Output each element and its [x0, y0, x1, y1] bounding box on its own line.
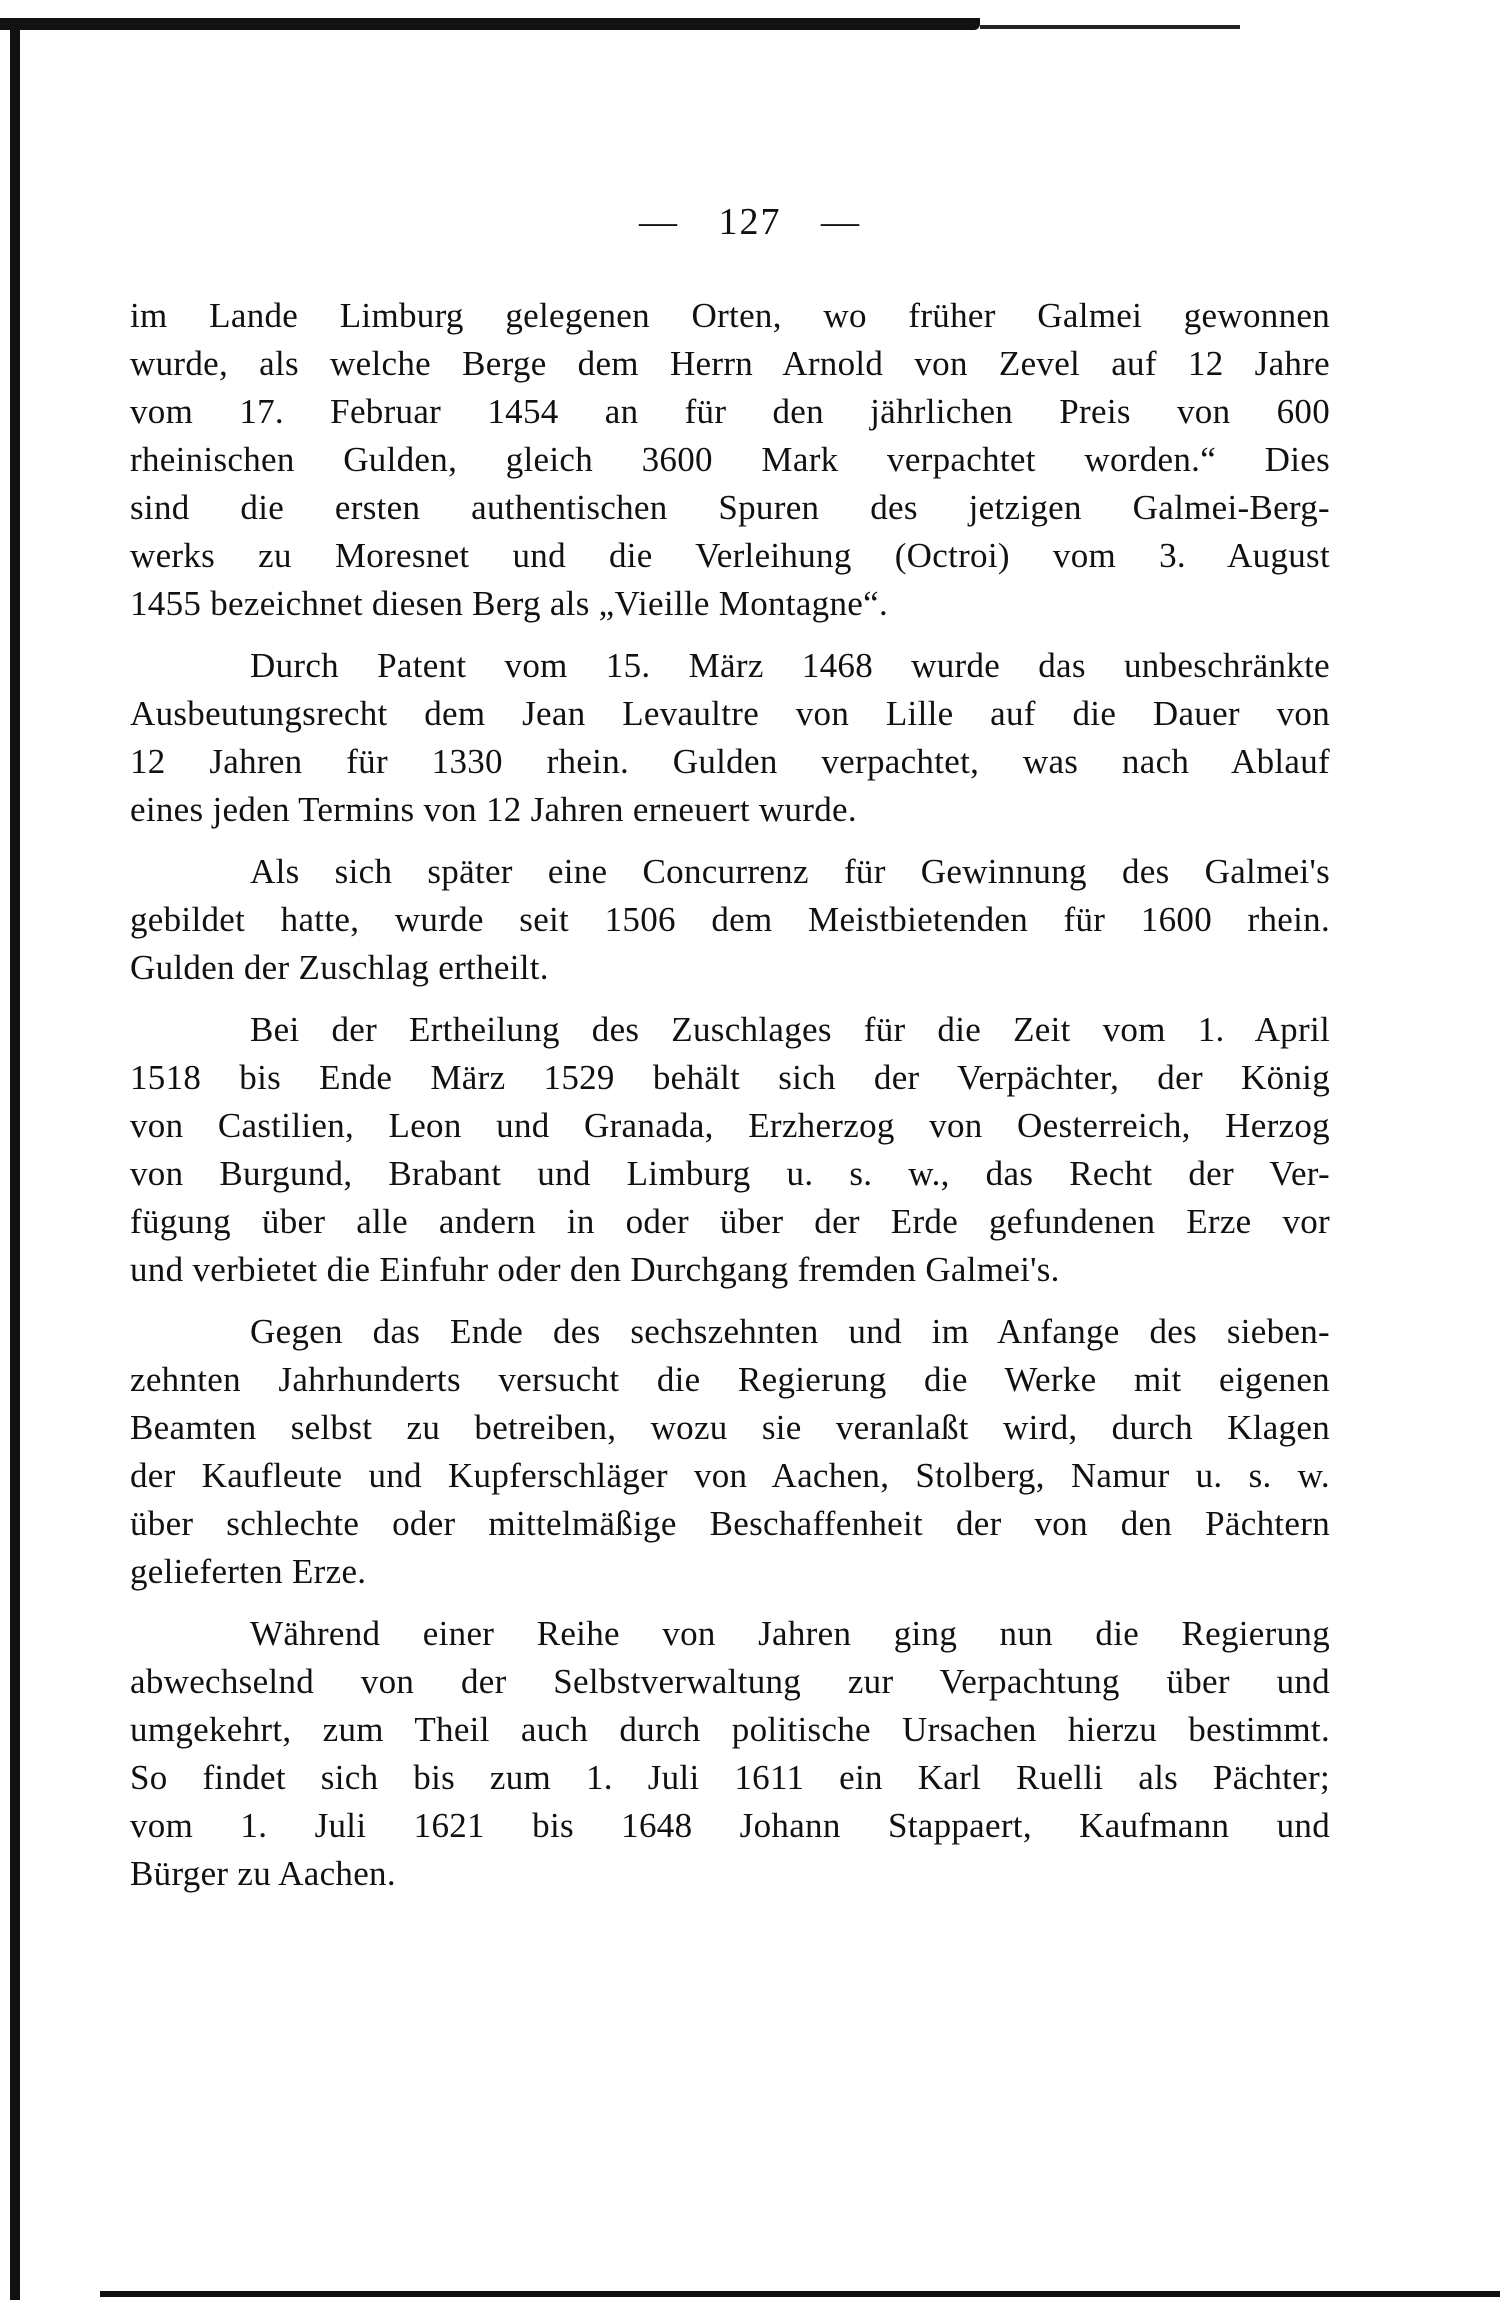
- text-line: Gegen das Ende des sechszehnten und im Anfange des sieben-: [250, 1312, 1330, 1351]
- text-line: Als sich später eine Concurrenz für Gewinnung des Galmei's: [250, 852, 1330, 891]
- text-line: wurde, als welche Berge dem Herrn Arnold von Zevel auf 12 Jahre: [130, 344, 1330, 383]
- text-line: vom 17. Februar 1454 an für den jährlichen Preis von 600: [130, 392, 1330, 431]
- text-line: umgekehrt, zum Theil auch durch politische Ursachen hierzu bestimmt.: [130, 1710, 1330, 1749]
- text-line: So findet sich bis zum 1. Juli 1611 ein Karl Ruelli als Pächter;: [130, 1758, 1330, 1797]
- page-number-dash-right: —: [821, 201, 861, 243]
- text-line: 1455 bezeichnet diesen Berg als „Vieille Montagne“.: [130, 584, 888, 623]
- text-line: im Lande Limburg gelegenen Orten, wo früher Galmei gewonnen: [130, 296, 1330, 335]
- body-text: [130, 292, 1330, 1898]
- paragraph: [130, 1610, 1330, 1898]
- text-line: Während einer Reihe von Jahren ging nun die Regierung: [250, 1614, 1330, 1653]
- page-number: [0, 200, 1500, 244]
- text-line: vom 1. Juli 1621 bis 1648 Johann Stappaert, Kaufmann und: [130, 1806, 1330, 1845]
- page-number-value: 127: [718, 201, 782, 243]
- text-line: eines jeden Termins von 12 Jahren erneuert wurde.: [130, 790, 857, 829]
- text-line: werks zu Moresnet und die Verleihung (Octroi) vom 3. August: [130, 536, 1330, 575]
- text-line: zehnten Jahrhunderts versucht die Regierung die Werke mit eigenen: [130, 1360, 1330, 1399]
- page-top-border-fade: [980, 25, 1240, 29]
- text-line: 12 Jahren für 1330 rhein. Gulden verpachtet, was nach Ablauf: [130, 742, 1330, 781]
- paragraph: [130, 1006, 1330, 1294]
- text-line: von Burgund, Brabant und Limburg u. s. w., das Recht der Ver-: [130, 1154, 1330, 1193]
- text-line: abwechselnd von der Selbstverwaltung zur Verpachtung über und: [130, 1662, 1330, 1701]
- paragraph: [130, 1308, 1330, 1596]
- text-line: über schlechte oder mittelmäßige Beschaffenheit der von den Pächtern: [130, 1504, 1330, 1543]
- text-line: Gulden der Zuschlag ertheilt.: [130, 948, 549, 987]
- text-line: gelieferten Erze.: [130, 1552, 367, 1591]
- page-top-border: [0, 18, 980, 30]
- text-line: Bei der Ertheilung des Zuschlages für die Zeit vom 1. April: [250, 1010, 1330, 1049]
- page-number-dash-left: —: [639, 201, 679, 243]
- paragraph: [130, 642, 1330, 834]
- text-line: 1518 bis Ende März 1529 behält sich der Verpächter, der König: [130, 1058, 1330, 1097]
- page-left-border: [10, 26, 20, 2300]
- paragraph: [130, 292, 1330, 628]
- text-line: Ausbeutungsrecht dem Jean Levaultre von Lille auf die Dauer von: [130, 694, 1330, 733]
- text-line: und verbietet die Einfuhr oder den Durchgang fremden Galmei's.: [130, 1250, 1060, 1289]
- paragraph: [130, 848, 1330, 992]
- text-line: Bürger zu Aachen.: [130, 1854, 396, 1893]
- text-line: von Castilien, Leon und Granada, Erzherzog von Oesterreich, Herzog: [130, 1106, 1330, 1145]
- text-line: Beamten selbst zu betreiben, wozu sie veranlaßt wird, durch Klagen: [130, 1408, 1330, 1447]
- text-line: sind die ersten authentischen Spuren des jetzigen Galmei-Berg-: [130, 488, 1330, 527]
- text-line: rheinischen Gulden, gleich 3600 Mark verpachtet worden.“ Dies: [130, 440, 1330, 479]
- page-bottom-border: [100, 2291, 1500, 2297]
- text-line: gebildet hatte, wurde seit 1506 dem Meistbietenden für 1600 rhein.: [130, 900, 1330, 939]
- text-line: fügung über alle andern in oder über der Erde gefundenen Erze vor: [130, 1202, 1330, 1241]
- text-line: der Kaufleute und Kupferschläger von Aachen, Stolberg, Namur u. s. w.: [130, 1456, 1330, 1495]
- text-line: Durch Patent vom 15. März 1468 wurde das unbeschränkte: [250, 646, 1330, 685]
